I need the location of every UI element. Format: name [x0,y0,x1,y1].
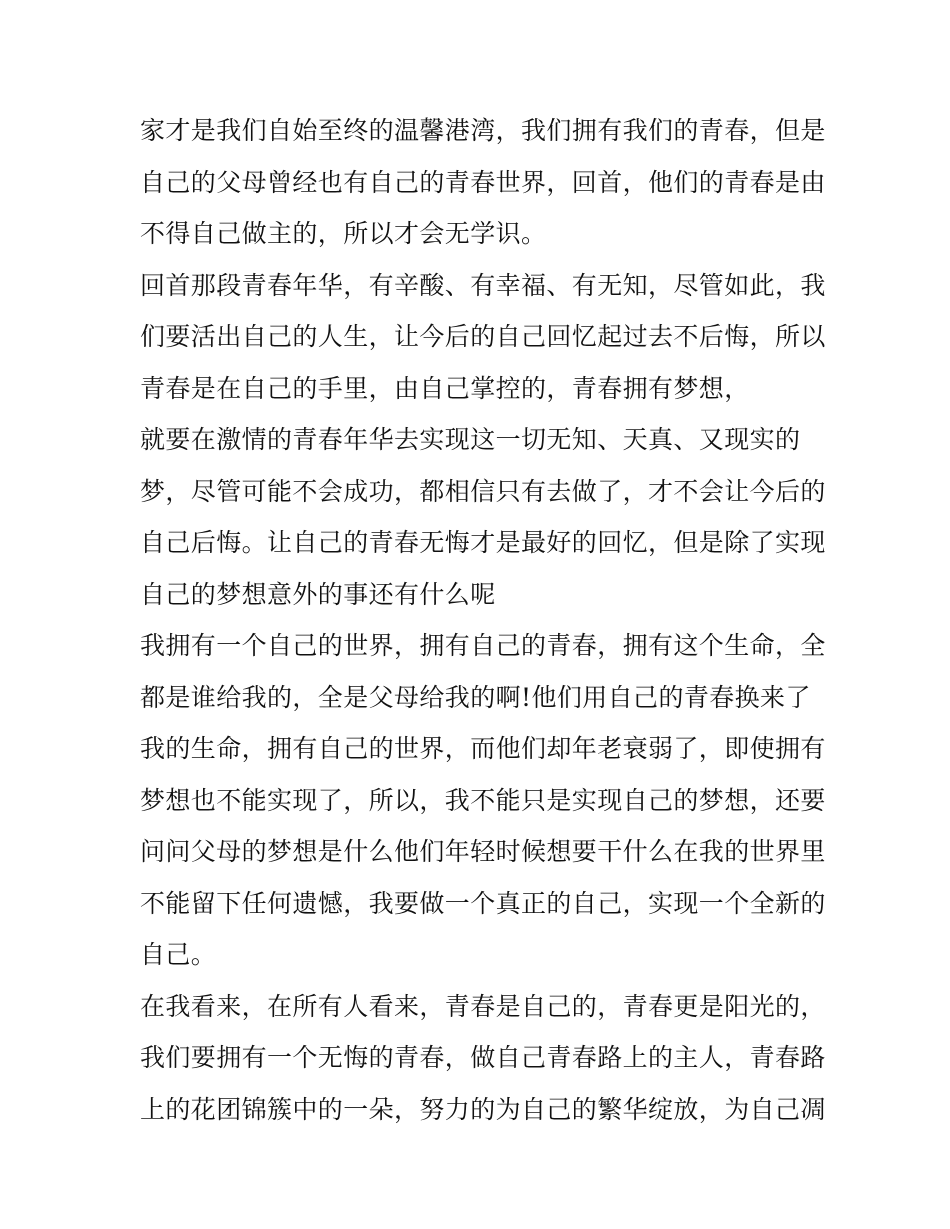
text-line: 都是谁给我的，全是父母给我的啊!他们用自己的青春换来了 [140,682,811,712]
document-body [140,105,826,1135]
text-line: 自己的梦想意外的事还有什么呢 [140,579,496,609]
text-line: 回首那段青春年华，有辛酸、有幸福、有无知，尽管如此，我 [140,270,826,300]
text-line: 青春是在自己的手里，由自己掌控的，青春拥有梦想， [140,373,750,403]
text-line: 不能留下任何遗憾，我要做一个真正的自己，实现一个全新的 [140,888,826,918]
text-line: 不得自己做主的，所以才会无学识。 [140,219,547,248]
text-line: 自己的父母曾经也有自己的青春世界，回首，他们的青春是由 [140,167,826,197]
text-line: 我们要拥有一个无悔的青春，做自己青春路上的主人，青春路 [140,1043,826,1072]
text-line: 家才是我们自始至终的温馨港湾，我们拥有我们的青春，但是 [140,116,826,145]
text-line: 我的生命，拥有自己的世界，而他们却年老衰弱了，即使拥有 [140,734,826,763]
text-line: 自己。 [140,940,217,969]
text-line: 问问父母的梦想是什么他们年轻时候想要干什么在我的世界里 [140,837,826,866]
text-line: 我拥有一个自己的世界，拥有自己的青春，拥有这个生命，全 [140,631,826,660]
text-line: 们要活出自己的人生，让今后的自己回忆起过去不后悔，所以 [140,322,826,351]
text-line: 自己后悔。让自己的青春无悔才是最好的回忆，但是除了实现 [140,528,826,557]
text-line: 梦想也不能实现了，所以，我不能只是实现自己的梦想，还要 [140,785,826,815]
text-line: 梦，尽管可能不会成功，都相信只有去做了，才不会让今后的 [140,476,826,506]
text-line: 在我看来，在所有人看来，青春是自己的，青春更是阳光的， [140,991,826,1021]
text-line: 就要在激情的青春年华去实现这一切无知、天真、又现实的 [140,425,801,454]
text-line: 上的花团锦簇中的一朵，努力的为自己的繁华绽放，为自己凋 [140,1094,826,1124]
